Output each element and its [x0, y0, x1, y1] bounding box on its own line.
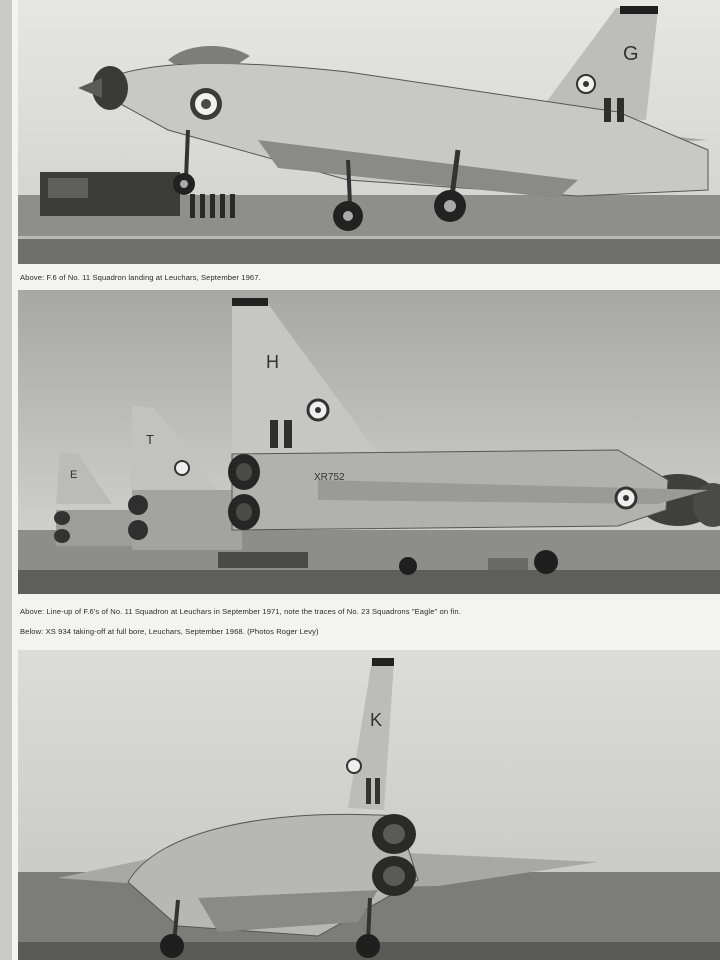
photo-landing-f6 [18, 0, 720, 264]
caption-photo-3: Below: XS 934 taking-off at full bore, Leuchars, September 1968. (Photos Roger Levy) [20, 627, 319, 636]
photo-takeoff-xs934 [18, 650, 720, 960]
fin-code-g: G [623, 43, 639, 65]
fin-code-h: H [266, 352, 279, 372]
caption-photo-1: Above: F.6 of No. 11 Squadron landing at Leuchars, September 1967. [20, 273, 261, 282]
caption-photo-2: Above: Line-up of F.6's of No. 11 Squadron at Leuchars in September 1971, note the traces of No. 23 Squadrons "Eagle" on fin. [20, 607, 461, 616]
fin-code-k: K [370, 710, 383, 730]
serial-xr752: XR752 [314, 472, 345, 483]
photo-lineup-f6s [18, 290, 720, 594]
fin-code-e: E [70, 469, 78, 481]
fin-code-t: T [146, 432, 154, 447]
magazine-page [12, 0, 720, 960]
